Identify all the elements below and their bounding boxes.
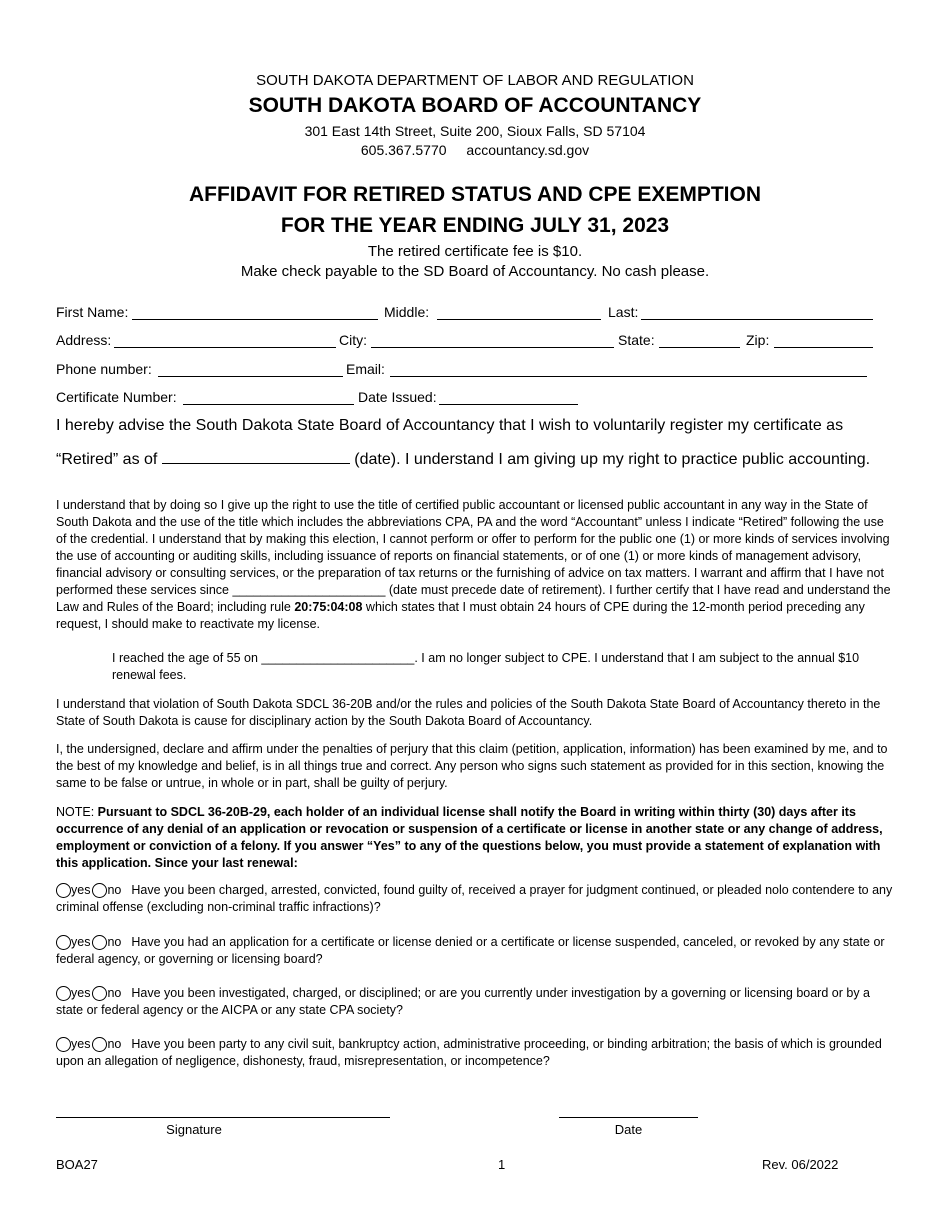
signature-label: Signature: [166, 1122, 222, 1137]
q4-yes-radio[interactable]: [56, 1037, 71, 1052]
certificate-number-field[interactable]: [183, 404, 354, 405]
form-title: AFFIDAVIT FOR RETIRED STATUS AND CPE EXEMPTION: [188, 183, 762, 206]
q2-text: Have you had an application for a certificate or license denied or a certificate or license suspended, canceled, or revoked by any state or federal agency, or governing or licensing board?: [56, 935, 885, 966]
q3-text: Have you been investigated, charged, or disciplined; or are you currently under investigation by a governing or licensing board or by a state or federal agency or the AICPA or any state CPA society?: [56, 986, 870, 1017]
question-3: [56, 985, 896, 1019]
understanding-text-a: I understand that by doing so I give up the right to use the title of certified public accountant or licensed public accountant in any way in the State of South Dakota and the use of the title which includes the abbreviations CPA, PA and the word “Accountant” unless I indicate “Retired” following the use of the credential. I understand that by making this election, I cannot perform or offer to perform for the public one (1) or more kinds of services involving the use of accounting or auditing skills, including issuance of reports on financial statements, or of one (1) or more kinds of management advisory, financial advisory or consulting services, or the preparation of tax returns or the furnishing of advice on tax matters. I warrant and affirm that I have not performed these services since ______________________ (date must precede date of retirement). I further certify that I have read and understand the Law and Rules of the Board; including rule: [56, 498, 891, 614]
city-label: City:: [339, 332, 367, 348]
date-line[interactable]: [559, 1117, 698, 1118]
date-label: Date: [614, 1122, 643, 1137]
city-field[interactable]: [371, 347, 614, 348]
contact-row: [56, 361, 896, 381]
q2-no-label: no: [107, 935, 122, 949]
q1-yes-radio[interactable]: [56, 883, 71, 898]
q3-yes-radio[interactable]: [56, 986, 71, 1001]
name-row: [56, 304, 896, 324]
form-subtitle: FOR THE YEAR ENDING JULY 31, 2023: [280, 214, 670, 237]
first-name-label: First Name:: [56, 304, 129, 320]
question-1: [56, 882, 896, 916]
understanding-text-b: which states that I must obtain 24 hours of CPE during the 12-month period preceding any request, I should make to reactivate my license.: [56, 600, 865, 631]
q4-no-radio[interactable]: [92, 1037, 107, 1052]
signature-line[interactable]: [56, 1117, 390, 1118]
age-55-statement: I reached the age of 55 on ______________________. I am no longer subject to CPE. I understand that I am subject to the annual $10 renewal fees.: [112, 651, 860, 682]
certificate-number-label: Certificate Number:: [56, 389, 177, 405]
q1-text: Have you been charged, arrested, convicted, found guilty of, received a prayer for judgment continued, or pleaded nolo contendere to any criminal offense (excluding non-criminal traffic infractions)?: [56, 883, 893, 914]
q4-yes-label: yes: [71, 1037, 91, 1051]
q1-yes-label: yes: [71, 883, 91, 897]
understanding-paragraph: [56, 497, 896, 633]
question-4: [56, 1036, 896, 1070]
email-field[interactable]: [390, 376, 867, 377]
q1-no-label: no: [107, 883, 122, 897]
date-issued-field[interactable]: [439, 404, 578, 405]
last-name-label: Last:: [608, 304, 639, 320]
q2-yes-label: yes: [71, 935, 91, 949]
department-name: SOUTH DAKOTA DEPARTMENT OF LABOR AND REGULATION: [256, 72, 694, 89]
payment-note: Make check payable to the SD Board of Accountancy. No cash please.: [240, 263, 710, 280]
q3-no-radio[interactable]: [92, 986, 107, 1001]
state-field[interactable]: [659, 347, 740, 348]
zip-field[interactable]: [774, 347, 873, 348]
first-name-field[interactable]: [132, 319, 378, 320]
board-website[interactable]: accountancy.sd.gov: [466, 142, 590, 158]
retired-as-of-label: “Retired” as of: [56, 451, 158, 468]
email-label: Email:: [346, 361, 385, 377]
perjury-paragraph: I, the undersigned, declare and affirm under the penalties of perjury that this claim (petition, application, information) has been examined by me, and to the best of my knowledge and belief, is in all things true and correct. Any person who signs such statement as provided for in this section, knowing the same to be false or untrue, in whole or in part, shall be guilty of perjury.: [56, 742, 888, 790]
middle-name-label: Middle:: [384, 304, 430, 320]
q3-yes-label: yes: [71, 986, 91, 1000]
retired-date-suffix: (date). I understand I am giving up my right to practice public accounting.: [354, 451, 871, 468]
last-name-field[interactable]: [641, 319, 873, 320]
middle-name-field[interactable]: [437, 319, 601, 320]
q1-no-radio[interactable]: [92, 883, 107, 898]
page-number: 1: [498, 1157, 506, 1172]
form-id: BOA27: [56, 1157, 98, 1172]
question-2: [56, 934, 896, 968]
address-row: [56, 332, 896, 352]
note-paragraph: [56, 804, 896, 872]
q4-no-label: no: [107, 1037, 122, 1051]
address-label: Address:: [56, 332, 112, 348]
advise-statement-line2: [56, 449, 906, 469]
q2-yes-radio[interactable]: [56, 935, 71, 950]
zip-label: Zip:: [746, 332, 770, 348]
retirement-date-field[interactable]: [162, 449, 350, 464]
date-issued-label: Date Issued:: [358, 389, 437, 405]
note-text: Pursuant to SDCL 36-20B-29, each holder of an individual license shall notify the Board in writing within thirty (30) days after its occurrence of any denial of an application or revocation or suspension of a certificate or license in another state or any change of address, employment or conviction of a felony. If you answer “Yes” to any of the questions below, you must provide a statement of explanation with this application. Since your last renewal:: [56, 805, 883, 870]
fee-note: The retired certificate fee is $10.: [367, 243, 583, 260]
board-phone: 605.367.5770: [360, 142, 447, 158]
contact-line: [0, 142, 950, 158]
board-name: SOUTH DAKOTA BOARD OF ACCOUNTANCY: [248, 94, 702, 117]
q2-no-radio[interactable]: [92, 935, 107, 950]
address-field[interactable]: [114, 347, 336, 348]
q4-text: Have you been party to any civil suit, bankruptcy action, administrative proceeding, or binding arbitration; the basis of which is grounded upon an allegation of negligence, dishonesty, fraud, misrepresentation, or incompetence?: [56, 1037, 882, 1068]
revision-date: Rev. 06/2022: [762, 1157, 839, 1172]
note-label: NOTE:: [56, 805, 98, 819]
phone-label: Phone number:: [56, 361, 152, 377]
state-label: State:: [618, 332, 655, 348]
advise-statement-line1: I hereby advise the South Dakota State Board of Accountancy that I wish to voluntarily register my certificate as: [56, 417, 844, 434]
cpe-rule-number: 20:75:04:08: [294, 600, 363, 614]
phone-field[interactable]: [158, 376, 343, 377]
violation-paragraph: I understand that violation of South Dakota SDCL 36-20B and/or the rules and policies of the South Dakota State Board of Accountancy thereto in the State of South Dakota is cause for disciplinary action by the South Dakota Board of Accountancy.: [56, 697, 881, 728]
q3-no-label: no: [107, 986, 122, 1000]
board-address: 301 East 14th Street, Suite 200, Sioux Falls, SD 57104: [304, 123, 646, 139]
certificate-row: [56, 389, 896, 409]
